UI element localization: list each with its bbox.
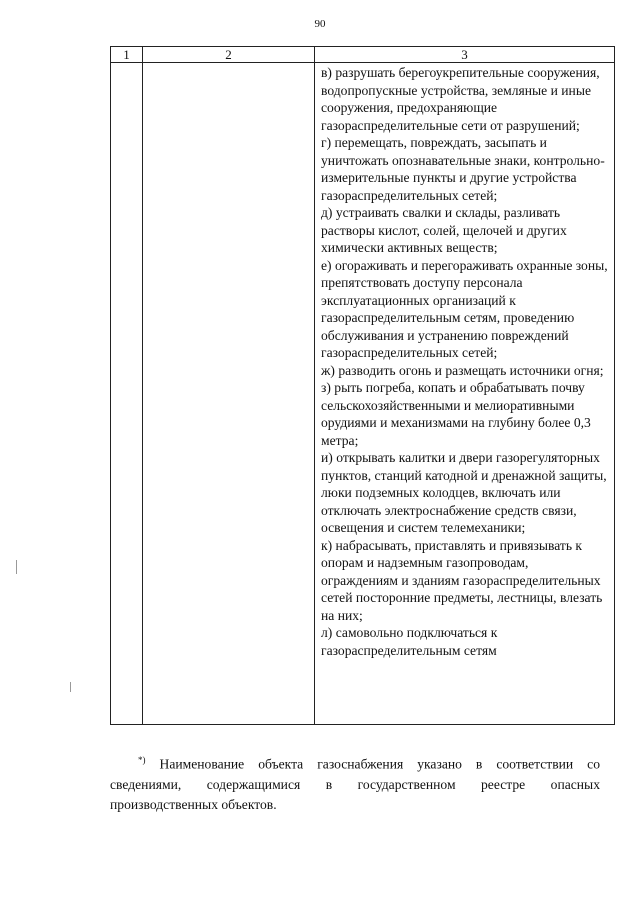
page-number: 90 [314, 18, 326, 30]
table-row [111, 63, 615, 725]
list-item: л) самовольно подключаться к газораспределительным сетям [321, 625, 498, 658]
restriction-list [315, 63, 614, 659]
list-item: д) устраивать свалки и склады, разливать растворы кислот, солей, щелочей и других химически активных веществ; [321, 205, 567, 255]
regulation-table [110, 46, 615, 725]
list-item: г) перемещать, повреждать, засыпать и уничтожать опознавательные знаки, контрольно-измерительные пункты и другие устройства газораспределительных сетей; [321, 135, 605, 203]
table-header-row [111, 47, 615, 63]
list-item: з) рыть погреба, копать и обрабатывать почву сельскохозяйственными и мелиоративными орудиями и механизмами на глубину более 0,3 метра; [321, 380, 591, 448]
column-header-2: 2 [143, 47, 315, 63]
table-cell-col1 [111, 63, 143, 725]
scan-margin-mark [16, 560, 17, 574]
table-cell-col3 [315, 63, 615, 725]
scan-margin-mark [70, 682, 71, 692]
list-item: к) набрасывать, приставлять и привязывать к опорам и надземным газопроводам, ограждениям и зданиям газораспределительных сетей посторонние предметы, лестницы, влезать на них; [321, 537, 603, 623]
footnote-text: Наименование объекта газоснабжения указано в соответствии со сведениями, содержащимися в государственном реестре опасных производственных объектов. [110, 756, 600, 812]
list-item: в) разрушать берегоукрепительные сооружения, водопропускные устройства, земляные и иные сооружения, предохраняющие газораспределительные сети от разрушений; [321, 65, 600, 133]
table-cell-col2 [143, 63, 315, 725]
column-header-1: 1 [111, 47, 143, 63]
list-item: ж) разводить огонь и размещать источники огня; [321, 362, 604, 378]
list-item: и) открывать калитки и двери газорегуляторных пунктов, станций катодной и дренажной защиты, люки подземных колодцев, включать или отключать электроснабжение средств связи, освещения и систем телемеханики; [321, 450, 607, 535]
footnote-marker: *) [138, 755, 146, 765]
column-header-3: 3 [315, 47, 615, 63]
footnote [110, 750, 600, 815]
list-item: е) огораживать и перегораживать охранные зоны, препятствовать доступу персонала эксплуатационных организаций к газораспределительным сетям, проведению обслуживания и устранению повреждений газораспределительных сетей; [321, 257, 608, 360]
